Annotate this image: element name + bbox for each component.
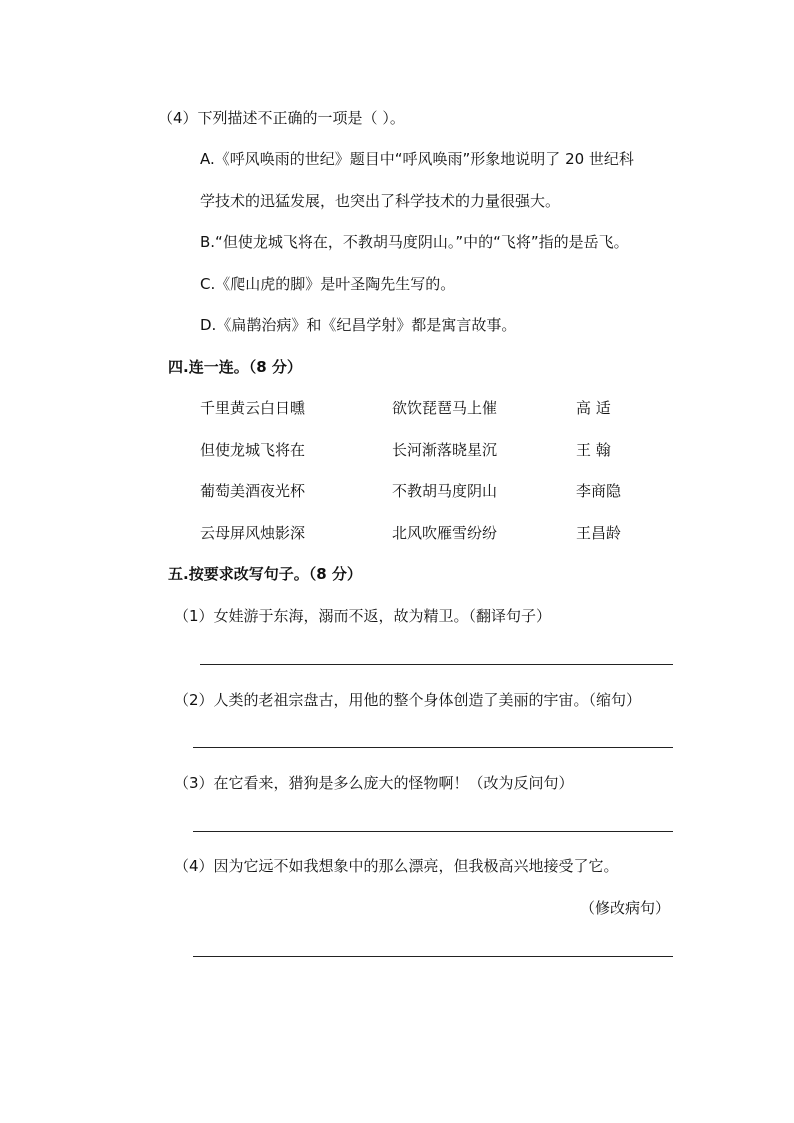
option-c: C.《爬山虎的脚》是叶圣陶先生写的。 [200, 275, 456, 293]
option-b: B.“但使龙城飞将在，不教胡马度阴山。”中的“飞将”指的是岳飞。 [200, 233, 629, 251]
option-d: D.《扁鹊治病》和《纪昌学射》都是寓言故事。 [200, 316, 517, 334]
section5-heading: 五.按要求改写句子。（8 分） [168, 565, 362, 583]
answer-line-3[interactable] [193, 831, 673, 832]
answer-line-2[interactable] [193, 747, 673, 748]
rewrite-item-3: （3）在它看来，猎狗是多么庞大的怪物啊！（改为反问句） [174, 774, 574, 792]
question-4-prompt: （4）下列描述不正确的一项是（ ）。 [158, 109, 405, 127]
match-right-3: 李商隐 [576, 482, 622, 500]
match-middle-2: 长河渐落晓星沉 [392, 441, 498, 459]
rewrite-item-4-note: （修改病句） [580, 899, 671, 917]
rewrite-item-2: （2）人类的老祖宗盘古，用他的整个身体创造了美丽的宇宙。（缩句） [174, 691, 642, 709]
match-left-4: 云母屏风烛影深 [200, 524, 306, 542]
option-a-line1: A.《呼风唤雨的世纪》题目中“呼风唤雨”形象地说明了 20 世纪科 [200, 150, 634, 168]
match-left-2: 但使龙城飞将在 [200, 441, 306, 459]
rewrite-item-4: （4）因为它远不如我想象中的那么漂亮，但我极高兴地接受了它。 [174, 857, 619, 875]
match-right-2: 王 翰 [576, 441, 611, 459]
match-left-1: 千里黄云白日曛 [200, 399, 306, 417]
answer-line-4[interactable] [193, 956, 673, 957]
option-a-line2: 学技术的迅猛发展，也突出了科学技术的力量很强大。 [200, 192, 561, 210]
match-middle-1: 欲饮琵琶马上催 [392, 399, 498, 417]
rewrite-item-1: （1）女娃游于东海，溺而不返，故为精卫。（翻译句子） [174, 607, 552, 625]
match-middle-3: 不教胡马度阴山 [392, 482, 498, 500]
answer-line-1[interactable] [200, 664, 673, 665]
match-right-4: 王昌龄 [576, 524, 622, 542]
match-left-3: 葡萄美酒夜光杯 [200, 482, 306, 500]
match-middle-4: 北风吹雁雪纷纷 [392, 524, 498, 542]
match-right-1: 高 适 [576, 399, 611, 417]
section4-heading: 四.连一连。（8 分） [168, 358, 302, 376]
